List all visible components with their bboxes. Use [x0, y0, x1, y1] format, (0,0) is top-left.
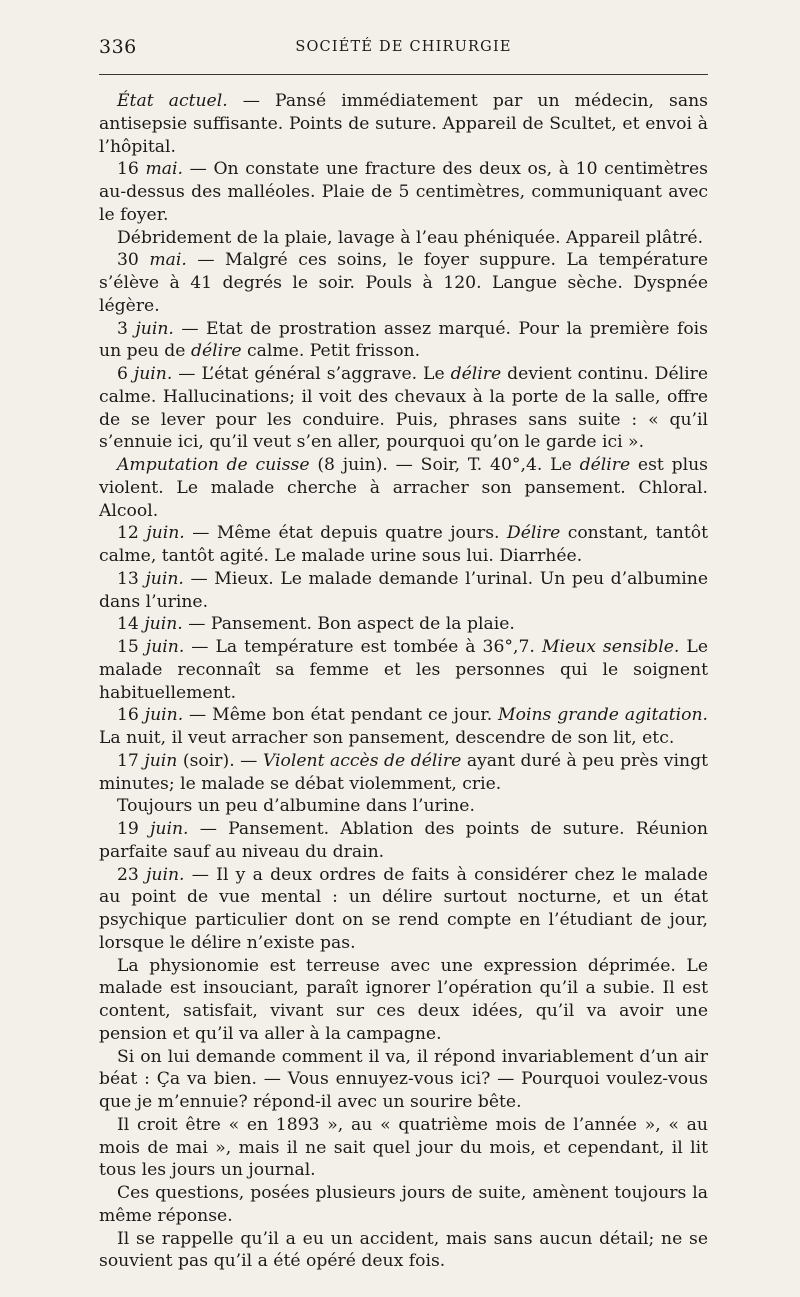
body-text — [99, 90, 708, 1273]
paragraph — [99, 704, 708, 750]
text-run: 13 — [117, 568, 146, 589]
text-run: Le malade reconnaît sa femme et les personnes qui le soignent habituellement. — [99, 637, 708, 703]
paragraph — [99, 522, 708, 568]
text-run: 12 — [117, 523, 147, 544]
italic-run: juin. — [135, 318, 174, 339]
paragraph — [99, 955, 708, 1046]
italic-run: juin. — [145, 637, 185, 657]
text-run: — Mieux. Le malade demande l’urinal. Un peu d’albumine dans l’urine. — [99, 568, 708, 612]
text-run: — Malgré ces soins, le foyer suppure. La température s’élève à 41 degrés le soir. Pouls à 120. Langue sèche. Dyspnée légère. — [99, 250, 708, 316]
paragraph — [99, 1228, 708, 1274]
text-run: est plus violent. Le malade cherche à arracher son pansement. Chloral. Alcool. — [99, 455, 708, 521]
text-run: — Pansement. Bon aspect de la plaie. — [182, 614, 515, 635]
paragraph — [99, 864, 708, 955]
text-run: La physionomie est terreuse avec une expression déprimée. Le malade est insouciant, paraît ignorer l’opération qu’il a subie. Il est content, satisfait, vivant sur ces deux idées, qu’il va avoir une pension et qu’il va aller à la campagne. — [99, 955, 708, 1044]
text-run: 23 — [117, 864, 147, 885]
text-run: constant, tantôt calme, tantôt agité. Le malade urine sous lui. Diarrhée. — [99, 523, 708, 566]
text-run: — Pansé immédiatement par un médecin, sans antisepsie suffisante. Points de suture. Appareil de Scultet, et envoi à l’hôpital. — [99, 91, 708, 157]
italic-run: juin. — [144, 614, 183, 635]
running-title: SOCIÉTÉ DE CHIRURGIE — [295, 39, 512, 55]
text-run: ayant duré à peu près vingt minutes; le malade se débat violemment, crie. — [99, 750, 708, 794]
text-run: Il se rappelle qu’il a eu un accident, mais sans aucun détail; ne se souvient pas qu’il a été opéré deux fois. — [99, 1228, 708, 1272]
text-run: — Même bon état pendant ce jour. — [183, 705, 499, 726]
paragraph — [99, 636, 708, 704]
text-run: (soir). — — [177, 750, 263, 771]
text-run: calme. Petit frisson. — [241, 341, 421, 362]
paragraph — [99, 227, 708, 250]
paragraph — [99, 158, 708, 226]
text-run: — Etat de prostration assez marqué. Pour la première fois un peu de — [99, 318, 708, 362]
text-run: — L’état général s’aggrave. Le — [172, 364, 451, 384]
paragraph — [99, 818, 708, 864]
text-run: 14 — [117, 614, 145, 635]
italic-run: juin. — [150, 819, 189, 839]
header-rule — [99, 74, 708, 75]
text-run: Débridement de la plaie, lavage à l’eau phéniquée. Appareil plâtré. — [117, 227, 704, 248]
italic-run: délire — [190, 341, 242, 362]
italic-run: juin. — [146, 864, 185, 885]
text-run: — Pansement. Ablation des points de suture. Réunion parfaite sauf au niveau du drain. — [99, 819, 708, 862]
text-run: Ces questions, posées plusieurs jours de suite, amènent toujours la même réponse. — [99, 1183, 708, 1226]
paragraph — [99, 90, 708, 158]
italic-run: mai. — [145, 159, 184, 180]
text-run: (8 juin). — Soir, T. 40°,4. Le — [309, 455, 580, 475]
italic-run: juin. — [146, 523, 185, 544]
italic-run: État actuel. — [117, 91, 228, 111]
text-run: Il croit être « en 1893 », au « quatrième mois de l’année », « au mois de mai », mais il ne sait quel jour du mois, et cependant, il lit tous les jours un journal. — [99, 1114, 708, 1181]
text-run: — La température est tombée à 36°,7. — [184, 637, 542, 657]
paragraph — [99, 613, 708, 636]
paragraph — [99, 249, 708, 317]
page-number: 336 — [99, 36, 137, 58]
italic-run: Moins grande agitation. — [498, 705, 708, 726]
text-run: devient continu. Délire calme. Hallucinations; il voit des chevaux à la porte de la salle, offre de se lever pour les conduire. Puis, phrases sans suite : « qu’il s’ennuie ici, qu’il veut s’en aller, pourquoi qu’on le garde ici ». — [99, 364, 708, 453]
italic-run: Amputation de cuisse — [117, 455, 310, 475]
italic-run: délire — [579, 455, 631, 475]
paragraph — [99, 1182, 708, 1228]
text-run: — Même état depuis quatre jours. — [184, 523, 507, 544]
paragraph — [99, 1046, 708, 1114]
italic-run: Délire — [506, 523, 561, 544]
text-run: 19 — [117, 819, 151, 839]
italic-run: délire — [450, 364, 502, 384]
paragraph — [99, 363, 708, 454]
italic-run: juin. — [133, 364, 173, 384]
italic-run: Violent accès de délire — [262, 750, 462, 771]
text-run: La nuit, il veut arracher son pansement, descendre de son lit, etc. — [99, 728, 675, 748]
text-run: Toujours un peu d’albumine dans l’urine. — [117, 796, 475, 817]
italic-run: juin. — [145, 568, 184, 589]
text-run: Si on lui demande comment il va, il répond invariablement d’un air béat : Ça va bien. — Vous ennuyez-vous ici? — Pourquoi voulez-vous que je m’ennuie? répond-il avec un sourire bête. — [99, 1046, 708, 1112]
italic-run: juin. — [144, 705, 184, 726]
text-run: 30 — [117, 250, 150, 271]
page-header — [99, 36, 708, 60]
paragraph — [99, 1114, 708, 1182]
text-run: 16 — [117, 705, 145, 726]
paragraph — [99, 318, 708, 364]
paragraph — [99, 568, 708, 614]
text-run: — Il y a deux ordres de faits à considérer chez le malade au point de vue mental : un délire surtout nocturne, et un état psychique particulier dont on se rend compte en l’étudiant de jour, lorsque le délire n’existe pas. — [99, 864, 708, 953]
text-run: 6 — [117, 364, 134, 384]
paragraph — [99, 795, 708, 818]
text-run: 17 — [117, 750, 145, 771]
paragraph — [99, 750, 708, 796]
italic-run: juin — [144, 750, 178, 771]
italic-run: mai. — [149, 250, 187, 271]
text-run: 16 — [117, 159, 146, 180]
paragraph — [99, 454, 708, 522]
text-run: 3 — [117, 318, 136, 339]
italic-run: Mieux sensible. — [541, 637, 680, 657]
text-run: — On constate une fracture des deux os, à 10 centimètres au-dessus des malléoles. Plaie de 5 centimètres, communiquant avec le foyer. — [99, 159, 708, 225]
text-run: 15 — [117, 637, 146, 657]
